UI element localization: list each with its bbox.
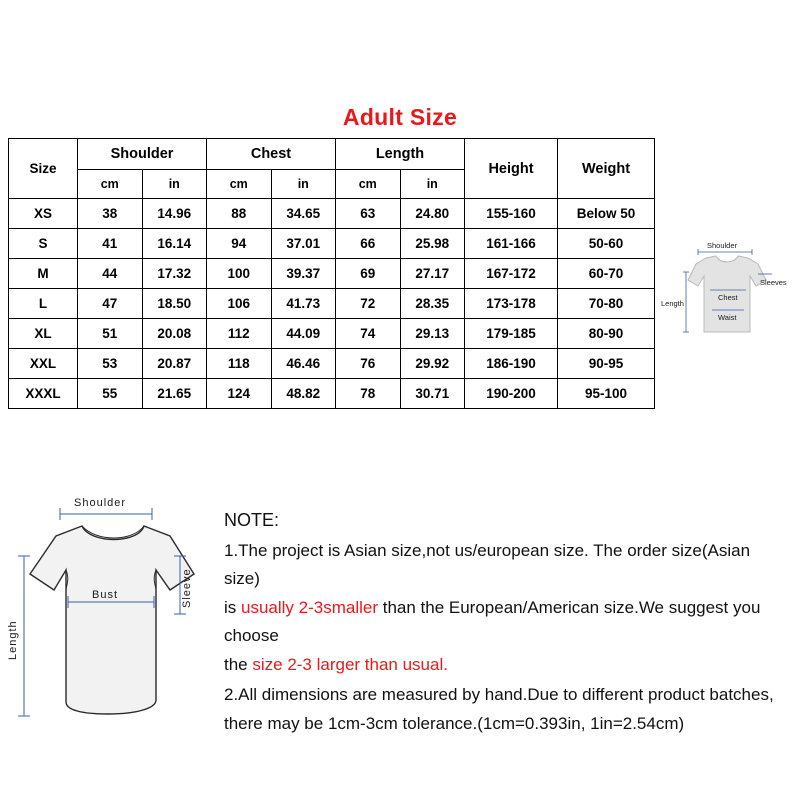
cell-chest-in: 46.46 xyxy=(271,349,336,379)
cell-length-in: 28.35 xyxy=(400,289,465,319)
cell-shoulder-in: 14.96 xyxy=(142,199,207,229)
cell-chest-in: 41.73 xyxy=(271,289,336,319)
table-header-row xyxy=(9,139,655,170)
cell-length-in: 25.98 xyxy=(400,229,465,259)
unit-length-in: in xyxy=(400,170,465,199)
column-header-weight: Weight xyxy=(558,139,655,199)
label-bust: Bust xyxy=(92,589,119,601)
cell-shoulder-cm: 51 xyxy=(78,319,143,349)
label-length: Length xyxy=(7,620,19,660)
label-length: Length xyxy=(661,299,684,308)
note-block xyxy=(224,506,790,740)
cell-shoulder-in: 21.65 xyxy=(142,379,207,409)
cell-length-cm: 69 xyxy=(336,259,401,289)
table-row xyxy=(9,379,655,409)
cell-length-cm: 74 xyxy=(336,319,401,349)
unit-shoulder-cm: cm xyxy=(78,170,143,199)
note-emphasis-1: usually 2-3smaller xyxy=(241,598,378,618)
cell-shoulder-cm: 55 xyxy=(78,379,143,409)
cell-length-cm: 78 xyxy=(336,379,401,409)
table-row xyxy=(9,259,655,289)
note-line-2a: 2.All dimensions are measured by hand.Due to different product batches, xyxy=(224,684,774,704)
note-line-1b xyxy=(224,594,790,649)
cell-shoulder-in: 16.14 xyxy=(142,229,207,259)
cell-chest-in: 34.65 xyxy=(271,199,336,229)
cell-weight: 90-95 xyxy=(558,349,655,379)
note-text: than the European/American size.We suggest you choose xyxy=(224,598,761,645)
cell-weight: 60-70 xyxy=(558,259,655,289)
cell-size: XS xyxy=(9,199,78,229)
cell-size: L xyxy=(9,289,78,319)
cell-size: S xyxy=(9,229,78,259)
shirt-diagram-small xyxy=(660,228,792,358)
page-title: Adult Size xyxy=(342,104,458,130)
cell-size: XL xyxy=(9,319,78,349)
label-chest: Chest xyxy=(718,293,738,302)
tshirt-icon xyxy=(660,228,792,358)
cell-shoulder-in: 20.08 xyxy=(142,319,207,349)
note-line-1a: 1.The project is Asian size,not us/european size. The order size(Asian size) xyxy=(224,541,751,588)
note-heading: NOTE: xyxy=(224,510,280,530)
cell-height: 155-160 xyxy=(465,199,558,229)
cell-weight: 50-60 xyxy=(558,229,655,259)
cell-weight: 70-80 xyxy=(558,289,655,319)
column-header-size: Size xyxy=(9,139,78,199)
cell-length-cm: 63 xyxy=(336,199,401,229)
cell-shoulder-in: 18.50 xyxy=(142,289,207,319)
cell-chest-cm: 118 xyxy=(207,349,272,379)
cell-chest-cm: 112 xyxy=(207,319,272,349)
cell-length-cm: 72 xyxy=(336,289,401,319)
note-line-2b: there may be 1cm-3cm tolerance.(1cm=0.393in, 1in=2.54cm) xyxy=(224,714,685,734)
column-header-length: Length xyxy=(336,139,465,170)
cell-shoulder-cm: 38 xyxy=(78,199,143,229)
note-text: is xyxy=(224,598,241,618)
cell-length-in: 29.92 xyxy=(400,349,465,379)
cell-shoulder-cm: 44 xyxy=(78,259,143,289)
table-row xyxy=(9,319,655,349)
label-shoulder: Shoulder xyxy=(74,497,127,509)
cell-chest-cm: 94 xyxy=(207,229,272,259)
cell-height: 173-178 xyxy=(465,289,558,319)
table-row xyxy=(9,349,655,379)
cell-height: 190-200 xyxy=(465,379,558,409)
tshirt-large-icon xyxy=(4,490,218,740)
cell-length-in: 24.80 xyxy=(400,199,465,229)
cell-length-cm: 66 xyxy=(336,229,401,259)
cell-weight: 95-100 xyxy=(558,379,655,409)
cell-weight: 80-90 xyxy=(558,319,655,349)
cell-height: 179-185 xyxy=(465,319,558,349)
cell-chest-in: 39.37 xyxy=(271,259,336,289)
unit-shoulder-in: in xyxy=(142,170,207,199)
cell-shoulder-cm: 47 xyxy=(78,289,143,319)
cell-chest-cm: 106 xyxy=(207,289,272,319)
cell-shoulder-in: 17.32 xyxy=(142,259,207,289)
cell-size: XXL xyxy=(9,349,78,379)
unit-chest-cm: cm xyxy=(207,170,272,199)
cell-shoulder-in: 20.87 xyxy=(142,349,207,379)
column-header-chest: Chest xyxy=(207,139,336,170)
label-sleeves: Sleeves xyxy=(760,278,787,287)
cell-chest-in: 44.09 xyxy=(271,319,336,349)
label-shoulder: Shoulder xyxy=(707,241,738,250)
cell-length-cm: 76 xyxy=(336,349,401,379)
column-header-height: Height xyxy=(465,139,558,199)
note-emphasis-2: size 2-3 larger than usual. xyxy=(252,655,448,675)
table-row xyxy=(9,229,655,259)
unit-length-cm: cm xyxy=(336,170,401,199)
section-divider xyxy=(0,474,800,488)
cell-shoulder-cm: 41 xyxy=(78,229,143,259)
cell-weight: Below 50 xyxy=(558,199,655,229)
size-table xyxy=(8,138,655,409)
cell-shoulder-cm: 53 xyxy=(78,349,143,379)
column-header-shoulder: Shoulder xyxy=(78,139,207,170)
cell-chest-cm: 124 xyxy=(207,379,272,409)
cell-chest-in: 37.01 xyxy=(271,229,336,259)
note-text: the xyxy=(224,655,253,675)
table-row xyxy=(9,289,655,319)
note-line-1c xyxy=(224,651,790,679)
cell-chest-in: 48.82 xyxy=(271,379,336,409)
cell-length-in: 27.17 xyxy=(400,259,465,289)
cell-height: 167-172 xyxy=(465,259,558,289)
cell-size: M xyxy=(9,259,78,289)
cell-size: XXXL xyxy=(9,379,78,409)
cell-height: 161-166 xyxy=(465,229,558,259)
label-waist: Waist xyxy=(718,313,737,322)
cell-chest-cm: 88 xyxy=(207,199,272,229)
cell-chest-cm: 100 xyxy=(207,259,272,289)
cell-height: 186-190 xyxy=(465,349,558,379)
label-sleeve: Sleeve xyxy=(181,568,193,608)
size-table-container xyxy=(8,138,648,409)
cell-length-in: 30.71 xyxy=(400,379,465,409)
cell-length-in: 29.13 xyxy=(400,319,465,349)
table-row xyxy=(9,199,655,229)
unit-chest-in: in xyxy=(271,170,336,199)
shirt-diagram-large xyxy=(4,490,218,740)
